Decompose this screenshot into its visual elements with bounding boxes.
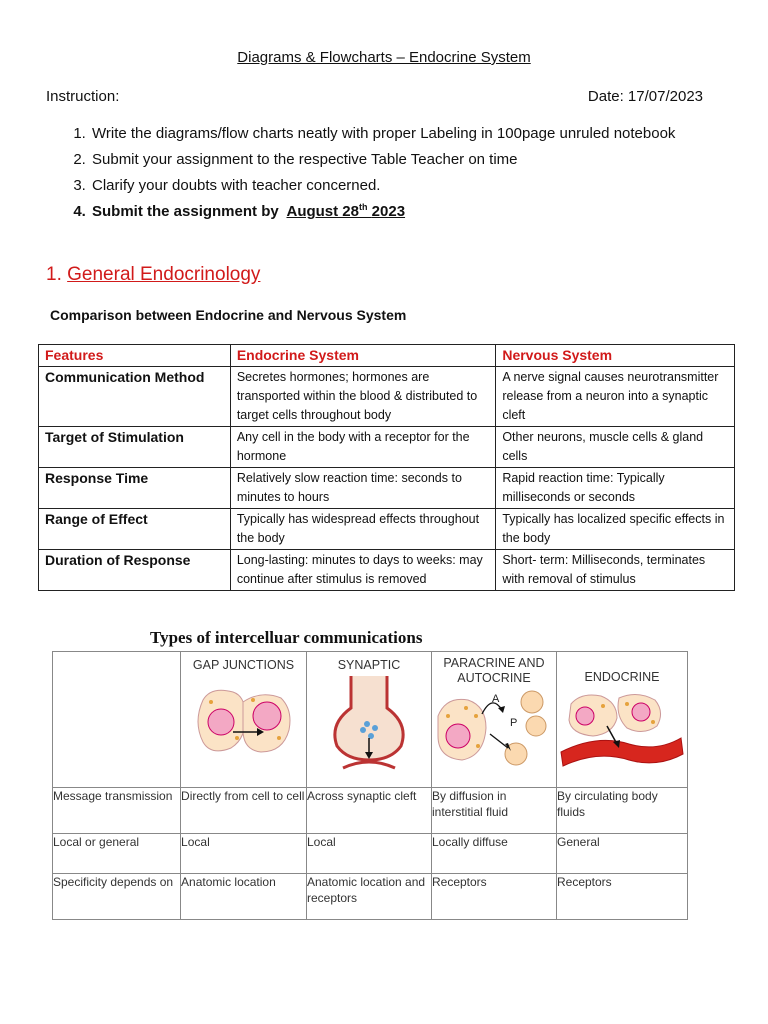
table-header-row	[39, 345, 735, 367]
synapse-illustration	[307, 672, 431, 772]
figure-cell: Local	[181, 834, 307, 874]
date-label: Date: 17/07/2023	[587, 88, 703, 105]
deadline-prefix: Submit the assignment by	[92, 203, 279, 220]
row-label: Local or general	[53, 834, 181, 874]
figure-cell: By circulating body fluids	[556, 788, 687, 834]
figure-cell: Local	[306, 834, 431, 874]
gap-junction-illustration	[181, 672, 305, 772]
instruction-item: 2. Submit your assignment to the respective Table Teacher on time	[90, 147, 730, 173]
comparison-table	[38, 344, 735, 591]
figure-cell: Across synaptic cleft	[306, 788, 431, 834]
feature-cell: Range of Effect	[39, 509, 231, 550]
empty-corner-cell	[53, 652, 181, 788]
table-row	[39, 367, 735, 427]
instruction-item-deadline	[90, 199, 730, 225]
label-a: A	[491, 693, 500, 705]
row-label: Specificity depends on	[53, 874, 181, 920]
nervous-cell: Other neurons, muscle cells & gland cells	[496, 427, 735, 468]
figure-cell: Locally diffuse	[431, 834, 556, 874]
paracrine-illustration	[432, 686, 556, 770]
endocrine-cell: Any cell in the body with a receptor for the hormone	[230, 427, 496, 468]
table-row	[53, 834, 688, 874]
section-heading: 1. General Endocrinology	[46, 264, 261, 285]
gap-junctions-cell	[181, 652, 307, 788]
figure-cell: Receptors	[431, 874, 556, 920]
deadline-date: August 28th 2023	[286, 202, 406, 220]
nervous-cell: Rapid reaction time: Typically milliseconds or seconds	[496, 468, 735, 509]
table-row	[39, 468, 735, 509]
paracrine-autocrine-cell	[431, 652, 556, 788]
instruction-list	[46, 121, 730, 225]
row-label: Message transmission	[53, 788, 181, 834]
column-header: SYNAPTIC	[337, 658, 401, 672]
figure-cell: Anatomic location and receptors	[306, 874, 431, 920]
endocrine-cell	[556, 652, 687, 788]
endocrine-cell: Relatively slow reaction time: seconds to minutes to hours	[230, 468, 496, 509]
instruction-item: 3. Clarify your doubts with teacher concerned.	[90, 173, 730, 199]
table-row	[39, 509, 735, 550]
header-cell: Features	[39, 345, 231, 367]
feature-cell: Response Time	[39, 468, 231, 509]
figure-cell: Directly from cell to cell	[181, 788, 307, 834]
table-row	[53, 874, 688, 920]
communication-types-figure	[52, 651, 688, 920]
comparison-title: Comparison between Endocrine and Nervous System	[50, 307, 407, 323]
column-header: PARACRINE AND AUTOCRINE	[443, 656, 545, 685]
figure-cell: Anatomic location	[181, 874, 307, 920]
instruction-item: 1. Write the diagrams/flow charts neatly with proper Labeling in 100page unruled notebook	[90, 121, 730, 147]
figure-cell: By diffusion in interstitial fluid	[431, 788, 556, 834]
synaptic-cell	[306, 652, 431, 788]
column-header: GAP JUNCTIONS	[192, 658, 295, 672]
header-cell: Nervous System	[496, 345, 735, 367]
nervous-cell: Typically has localized specific effects in the body	[496, 509, 735, 550]
column-header: ENDOCRINE	[584, 670, 660, 684]
nervous-cell: A nerve signal causes neurotransmitter release from a neuron into a synaptic cleft	[496, 367, 735, 427]
figure-title: Types of intercelluar communications	[150, 628, 423, 647]
endocrine-cell: Typically has widespread effects throughout the body	[230, 509, 496, 550]
figure-cell: General	[556, 834, 687, 874]
table-row	[39, 550, 735, 591]
table-row	[53, 788, 688, 834]
table-row	[39, 427, 735, 468]
instruction-label: Instruction:	[46, 88, 120, 105]
feature-cell: Target of Stimulation	[39, 427, 231, 468]
feature-cell: Communication Method	[39, 367, 231, 427]
endocrine-cell: Long-lasting: minutes to days to weeks: may continue after stimulus is removed	[230, 550, 496, 591]
feature-cell: Duration of Response	[39, 550, 231, 591]
endocrine-cell: Secretes hormones; hormones are transported within the blood & distributed to target cells throughout body	[230, 367, 496, 427]
header-cell: Endocrine System	[230, 345, 496, 367]
nervous-cell: Short- term: Milliseconds, terminates with removal of stimulus	[496, 550, 735, 591]
figure-illustration-row	[53, 652, 688, 788]
endocrine-illustration	[557, 684, 687, 770]
document-title: Diagrams & Flowcharts – Endocrine System	[237, 49, 531, 66]
figure-cell: Receptors	[556, 874, 687, 920]
label-p: P	[509, 717, 518, 729]
